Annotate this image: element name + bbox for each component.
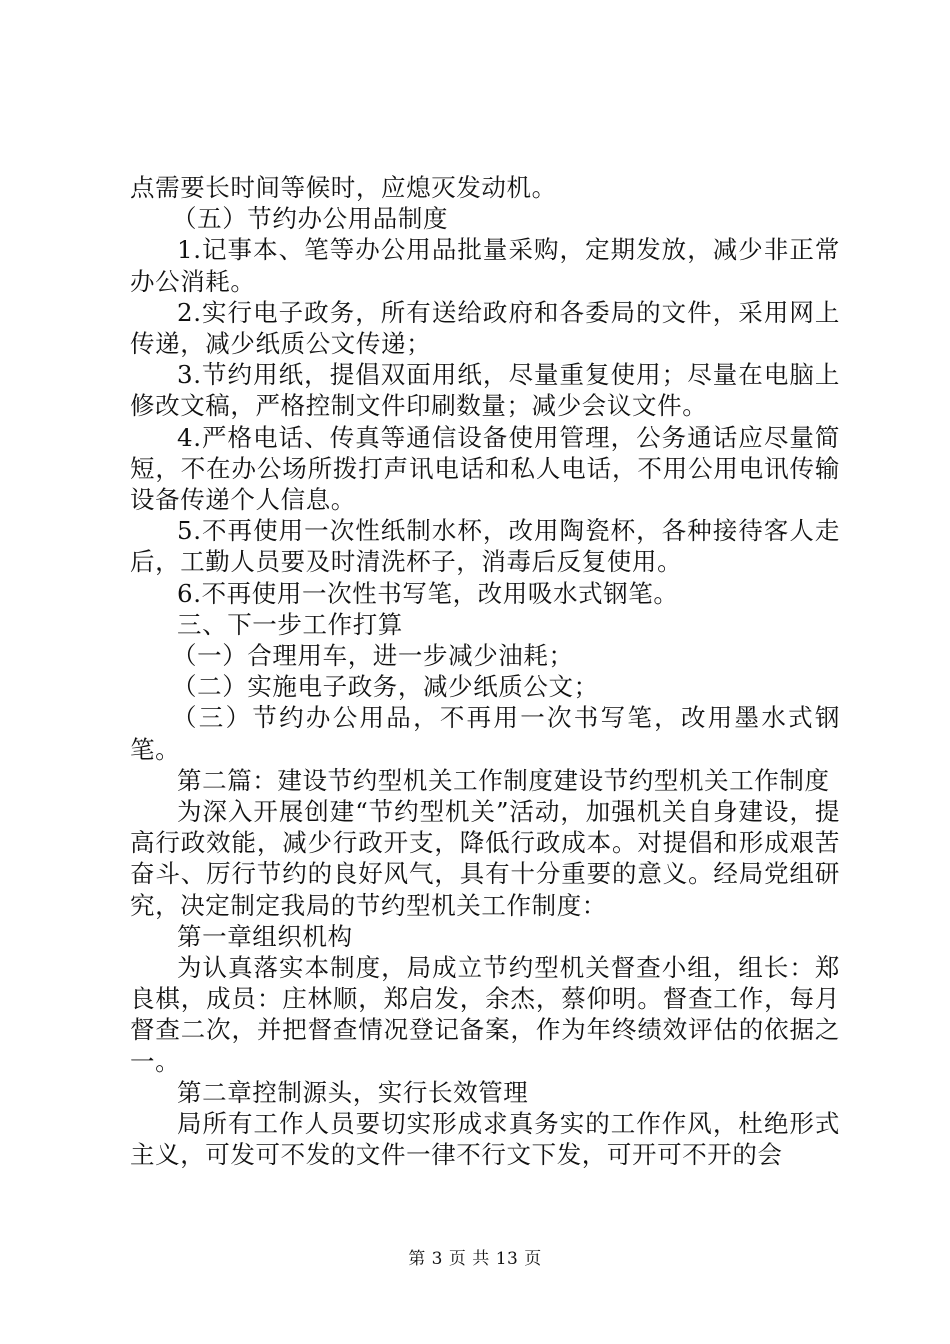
paragraph: 第一章组织机构 xyxy=(177,921,353,951)
document-body xyxy=(130,172,840,1171)
paragraph: 1.记事本、笔等办公用品批量采购，定期发放，减少非正常办公消耗。 xyxy=(130,235,840,296)
page-footer: 第 3 页 共 13 页 xyxy=(408,1249,542,1269)
paragraph: 第二篇：建设节约型机关工作制度建设节约型机关工作制度 xyxy=(177,765,830,795)
paragraph: （二）实施电子政务，减少纸质公文； xyxy=(172,672,599,702)
paragraph: 点需要长时间等候时，应熄灭发动机。 xyxy=(130,173,557,202)
paragraph: 6.不再使用一次性书写笔，改用吸水式钢笔。 xyxy=(177,578,679,608)
paragraph: （五）节约办公用品制度 xyxy=(172,204,449,234)
paragraph: 为认真落实本制度，局成立节约型机关督查小组，组长：郑良棋，成员：庄林顺，郑启发，余杰，蔡仰明。督查工作，每月督查二次，并把督查情况登记备案，作为年终绩效评估的依据之一。 xyxy=(130,953,840,1076)
paragraph: （三）节约办公用品，不再用一次书写笔，改用墨水式钢笔。 xyxy=(130,703,840,764)
paragraph: 局所有工作人员要切实形成求真务实的工作作风，杜绝形式主义，可发可不发的文件一律不行文下发，可开可不开的会 xyxy=(130,1109,840,1170)
paragraph: 为深入开展创建“节约型机关”活动，加强机关自身建设，提高行政效能，减少行政开支，降低行政成本。对提倡和形成艰苦奋斗、厉行节约的良好风气，具有十分重要的意义。经局党组研究，决定制定我局的节约型机关工作制度： xyxy=(130,797,840,920)
paragraph: 三、下一步工作打算 xyxy=(177,609,403,639)
paragraph: 第二章控制源头，实行长效管理 xyxy=(177,1077,529,1107)
paragraph: 4.严格电话、传真等通信设备使用管理，公务通话应尽量简短，不在办公场所拨打声讯电话和私人电话，不用公用电讯传输设备传递个人信息。 xyxy=(130,422,840,515)
paragraph: 2.实行电子政务，所有送给政府和各委局的文件，采用网上传递，减少纸质公文传递； xyxy=(130,297,840,359)
paragraph: 5.不再使用一次性纸制水杯，改用陶瓷杯，各种接待客人走后，工勤人员要及时清洗杯子，消毒后反复使用。 xyxy=(130,516,840,577)
paragraph: （一）合理用车，进一步减少油耗； xyxy=(172,641,574,671)
paragraph: 3.节约用纸，提倡双面用纸，尽量重复使用；尽量在电脑上修改文稿，严格控制文件印刷数量；减少会议文件。 xyxy=(130,360,840,421)
